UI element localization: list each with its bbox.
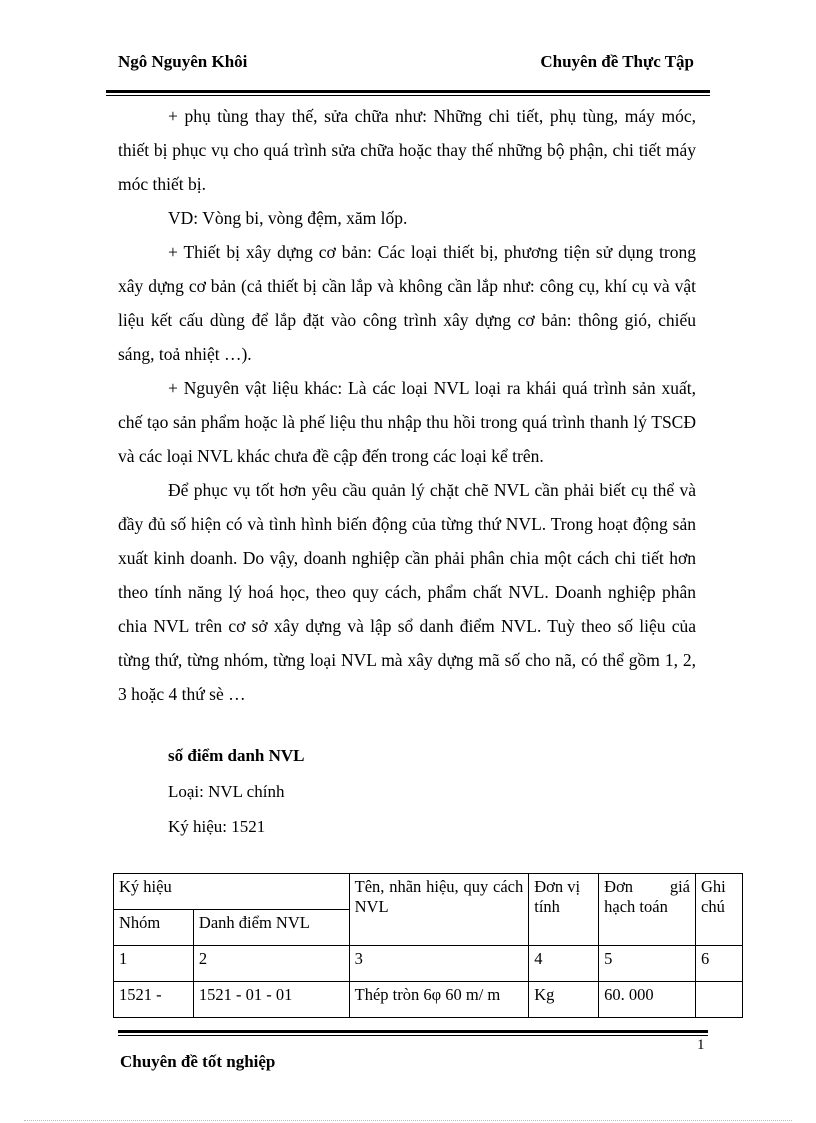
catalog-code: Ký hiệu: 1521 (168, 817, 266, 836)
table-cell: Thép tròn 6φ 60 m/ m (349, 982, 529, 1018)
page-edge-divider (24, 1120, 792, 1122)
header-rule-thin (106, 95, 710, 96)
header-cell-group: Nhóm (114, 910, 194, 946)
header-cell-symbol: Ký hiệu (114, 874, 350, 910)
table-cell: 5 (599, 946, 696, 982)
paragraph: + Nguyên vật liệu khác: Là các loại NVL loại ra khái quá trình sản xuất, chế tạo sản phẩm hoặc là phế liệu thu nhập thu hồi trong quá trình thanh lý TSCĐ và các loại NVL khác chưa đề cập đến trong các loại kể trên. (118, 378, 696, 466)
header-title: Chuyên đề Thực Tập (540, 52, 694, 71)
table-row (114, 946, 743, 982)
header-cell-price: Đơn giá hạch toán (599, 874, 696, 946)
header-cell-code: Danh điểm NVL (193, 910, 349, 946)
footer-title: Chuyên đề tốt nghiệp (120, 1052, 276, 1071)
table-cell: 60. 000 (599, 982, 696, 1018)
header-cell-unit: Đơn vị tính (529, 874, 599, 946)
material-catalog-table (113, 873, 743, 1018)
table-cell: 2 (193, 946, 349, 982)
paragraph: + Thiết bị xây dựng cơ bản: Các loại thiết bị, phương tiện sử dụng trong xây dựng cơ bản (cả thiết bị cần lắp và không cần lắp như: công cụ, khí cụ và vật liệu kết cấu dùng để lắp đặt vào công trình xây dựng cơ bản: thông gió, chiếu sáng, toả nhiệt …). (118, 242, 696, 364)
header-rule-thick (106, 90, 710, 93)
footer-rule-thick (118, 1030, 708, 1033)
table-cell (696, 982, 743, 1018)
header-author: Ngô Nguyên Khôi (118, 52, 248, 71)
header-cell-name: Tên, nhãn hiệu, quy cách NVL (349, 874, 529, 946)
table-cell: 1521 - 01 - 01 (193, 982, 349, 1018)
table-header-row (114, 874, 743, 910)
paragraph: Để phục vụ tốt hơn yêu cầu quản lý chặt chẽ NVL cần phải biết cụ thể và đầy đủ số hiện có và tình hình biến động của từng thứ NVL. Trong hoạt động sản xuất kinh doanh. Do vậy, doanh nghiệp cần phải phân chia một cách chi tiết hơn theo tính năng lý hoá học, theo quy cách, phẩm chất NVL. Doanh nghiệp phân chia NVL trên cơ sở xây dựng và lập sổ danh điểm NVL. Tuỳ theo số liệu của từng thứ, từng nhóm, từng loại NVL mà xây dựng mã số cho nã, có thể gồm 1, 2, 3 hoặc 4 thứ sè … (118, 480, 696, 704)
page-number: 1 (697, 1037, 705, 1053)
table-cell: Kg (529, 982, 599, 1018)
body-text (118, 99, 696, 711)
paragraph: + phụ tùng thay thế, sửa chữa như: Những chi tiết, phụ tùng, máy móc, thiết bị phục vụ cho quá trình sửa chữa hoặc thay thế những bộ phận, chi tiết máy móc thiết bị. (118, 106, 696, 194)
table-cell: 3 (349, 946, 529, 982)
table-cell: 6 (696, 946, 743, 982)
table-cell: 1521 - (114, 982, 194, 1018)
header-cell-note: Ghi chú (696, 874, 743, 946)
paragraph: VD: Vòng bi, vòng đệm, xăm lốp. (168, 208, 408, 228)
catalog-title: số điểm danh NVL (168, 746, 305, 765)
table-cell: 4 (529, 946, 599, 982)
table-row (114, 982, 743, 1018)
table-cell: 1 (114, 946, 194, 982)
catalog-type: Loại: NVL chính (168, 782, 285, 801)
footer-rule-thin (118, 1035, 708, 1036)
